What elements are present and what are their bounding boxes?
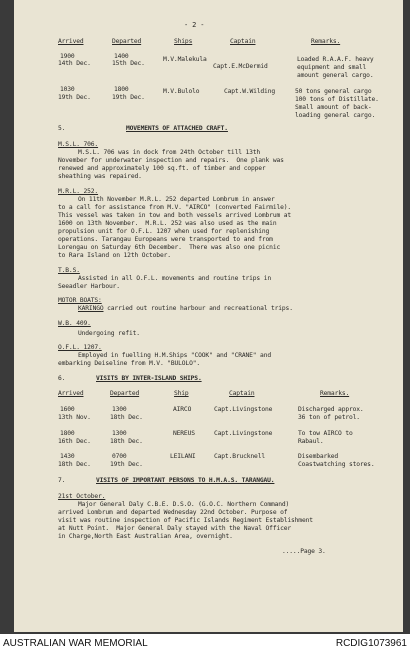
paragraph-line: at Nutt Point. Major General Daly stayed with the Naval Officer [58,525,292,532]
paragraph-line: Assisted in all O.F.L. movements and routine trips in [78,275,271,282]
paragraph-line [78,305,293,313]
table-cell: 1800 [60,430,75,437]
table-cell: M.V.Malekula [163,56,207,63]
col-departed-header: Departed [110,390,140,397]
table-cell: amount general cargo. [297,72,374,79]
continuation-note: .....Page 3. [282,548,326,555]
boat-text: carried out routine harbour and recreational trips. [103,305,293,312]
table-cell: 1300 [112,430,127,437]
table-cell: Loaded R.A.A.F. heavy [297,56,374,63]
footer-record-id: RCDIG1073961 [335,638,407,649]
section-number: 7. [58,477,66,484]
table-cell: 13th Nov. [58,414,91,421]
paragraph-line: Lorengau on Saturday 6th December. There was also one picnic [58,244,281,251]
section-number: 5. [58,125,66,132]
table-cell: Disembarked [298,453,339,460]
paragraph-line: Undergoing refit. [78,330,140,337]
table-cell: Coastwatching stores. [298,461,375,468]
table-cell: loading general cargo. [295,112,376,119]
table-cell: LEILANI [170,453,196,460]
table-cell: 18th Dec. [110,414,143,421]
col-remarks-header: Remarks. [311,38,341,45]
table-cell: 15th Dec. [112,60,145,67]
table-cell: 19th Dec. [112,94,145,101]
section-title: VISITS OF IMPORTANT PERSONS TO H.M.A.S. TARANGAU. [96,477,275,484]
table-cell: Capt.Livingstone [214,406,273,413]
col-ship-header: Ship [174,390,189,397]
paragraph-line: renewed and approximately 100 sq.ft. of timber and copper [58,165,266,172]
subheading: M.R.L. 252. [58,188,99,195]
col-remarks-header: Remarks. [320,390,350,397]
table-cell: Capt.Brucknell [214,453,265,460]
table-cell: 18th Dec. [58,461,91,468]
paragraph-line: This vessel was taken in tow and both vessels arrived Lombrum at [58,212,292,219]
table-cell: 36 ton of petrol. [298,414,360,421]
paragraph-line: On 11th November M.R.L. 252 departed Lombrum in answer [78,196,275,203]
table-cell: Capt.Livingstone [214,430,273,437]
subheading: MOTOR BOATS: [58,297,102,304]
paragraph-line: propulsion unit for O.F.L. 1207 when used for replenishing [58,228,270,235]
table-cell: 1900 [60,53,75,60]
table-cell: 0700 [112,453,127,460]
archive-footer [0,634,410,653]
page-number: - 2 - [184,21,205,29]
section-title: MOVEMENTS OF ATTACHED CRAFT. [126,125,228,132]
table-cell: Discharged approx. [298,406,364,413]
table-cell: 16th Dec. [58,438,91,445]
table-cell: AIRCO [173,406,192,413]
table-cell: 14th Dec. [58,60,91,67]
table-cell: 19th Dec. [58,94,91,101]
col-arrived-header: Arrived [58,390,84,397]
paragraph-line: Seeadler Harbour. [58,283,120,290]
table-cell: 1800 [114,86,129,93]
subheading: W.B. 409. [58,320,91,327]
paragraph-line: Employed in fuelling H.M.Ships "COOK" and "CRANE" and [78,352,271,359]
paragraph-line: sheathing was repaired. [58,173,142,180]
section-number: 6. [58,375,66,382]
col-captain-header: Captain [229,390,255,397]
table-cell: 1300 [112,406,127,413]
table-cell: 100 tons of Distillate. [295,96,379,103]
table-cell: 18th Dec. [110,438,143,445]
table-cell: 1030 [60,86,75,93]
col-captain-header: Captain [230,38,256,45]
table-cell: Small amount of back- [295,104,372,111]
paragraph-line: Major General Daly C.B.E. D.S.O. (G.O.C. Northern Command) [78,501,290,508]
document-page [14,0,403,632]
paragraph-line: November for underwater inspection and repairs. One plank was [58,157,284,164]
table-cell: M.V.Bulolo [163,88,200,95]
table-cell: Rabaul. [298,438,324,445]
subheading: T.B.S. [58,267,80,274]
table-cell: 1600 [60,406,75,413]
col-ships-header: Ships [174,38,193,45]
table-cell: 19th Dec. [110,461,143,468]
footer-institution: AUSTRALIAN WAR MEMORIAL [3,638,148,649]
table-cell: 1430 [60,453,75,460]
paragraph-line: to a call for assistance from M.V. "AIRCO" (converted Fairmile). [58,204,292,211]
table-cell: NEREUS [173,430,195,437]
table-cell: 50 tons general cargo [295,88,372,95]
section-title: VISITS BY INTER-ISLAND SHIPS. [96,375,202,382]
col-departed-header: Departed [112,38,142,45]
paragraph-line: to Rara Island on 12th October. [58,252,171,259]
subheading: M.S.L. 706. [58,141,99,148]
boat-name: KARINGO [78,305,104,312]
table-cell: 1400 [114,53,129,60]
paragraph-line: M.S.L. 706 was in dock from 24th October till 13th [78,149,261,156]
paragraph-line: in Charge,North East Australian Area, overnight. [58,533,233,540]
table-cell: Capt.E.McDermid [213,63,268,70]
col-arrived-header: Arrived [58,38,84,45]
paragraph-line: 1600 on 13th November. M.R.L. 252 was also used as the main [58,220,277,227]
subheading: O.F.L. 1207. [58,344,102,351]
subheading: 21st October. [58,493,106,500]
paragraph-line: operations. Tarangau Europeans were transported to and from [58,236,273,243]
table-cell: Capt.W.Wilding [224,88,275,95]
paragraph-line: embarking Deiseline from M.V. "BULOLO". [58,360,201,367]
paragraph-line: arrived Lombrum and departed Wednesday 22nd October. Purpose of [58,509,288,516]
table-cell: To tow AIRCO to [298,430,353,437]
paragraph-line: visit was routine inspection of Pacific Islands Regiment Establishment [58,517,313,524]
table-cell: equipment and small [297,64,367,71]
